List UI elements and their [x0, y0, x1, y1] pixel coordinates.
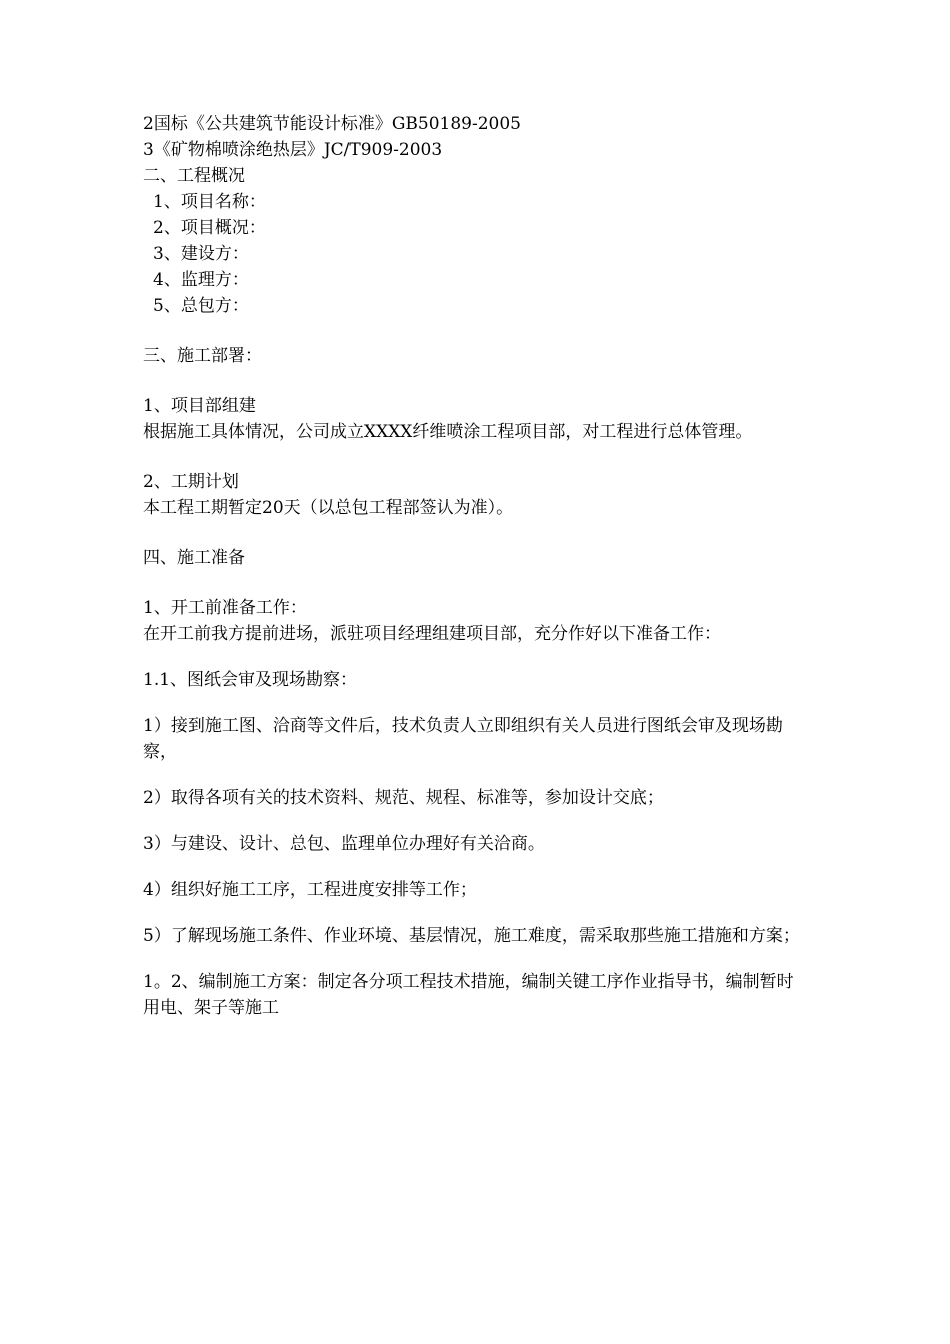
supervisor-item: 4、监理方： [153, 270, 249, 290]
preparation-text: 在开工前我方提前进场，派驻项目经理组建项目部，充分作好以下准备工作： [143, 624, 721, 644]
preparation-heading: 1、开工前准备工作： [143, 598, 307, 618]
general-contractor-item: 5、总包方： [153, 296, 249, 316]
schedule-heading: 2、工期计划 [143, 472, 239, 492]
document-page [143, 111, 803, 1021]
point-2: 2）取得各项有关的技术资料、规范、规程、标准等，参加设计交底； [143, 788, 664, 808]
construction-plan-text: 1。2、编制施工方案：制定各分项工程技术措施，编制关键工序作业指导书，编制暂时用电、架子等施工 [143, 972, 794, 1018]
section-2-heading: 二、工程概况 [143, 166, 245, 186]
project-team-heading: 1、项目部组建 [143, 396, 256, 416]
section-4-heading: 四、施工准备 [143, 548, 245, 568]
project-name-item: 1、项目名称： [153, 192, 266, 212]
project-overview-item: 2、项目概况： [153, 218, 266, 238]
point-5: 5）了解现场施工条件、作业环境、基层情况，施工难度，需采取那些施工措施和方案； [143, 926, 800, 946]
drawing-review-heading: 1.1、图纸会审及现场勘察： [143, 670, 358, 690]
reference-3: 3《矿物棉喷涂绝热层》JC/T909-2003 [143, 140, 443, 160]
schedule-text: 本工程工期暂定20天（以总包工程部签认为准）。 [143, 498, 514, 518]
point-4: 4）组织好施工工序，工程进度安排等工作； [143, 880, 477, 900]
reference-2: 2国标《公共建筑节能设计标准》GB50189-2005 [143, 114, 521, 134]
point-1: 1）接到施工图、洽商等文件后，技术负责人立即组织有关人员进行图纸会审及现场勘察， [143, 716, 783, 762]
point-3: 3）与建设、设计、总包、监理单位办理好有关洽商。 [143, 834, 545, 854]
owner-item: 3、建设方： [153, 244, 249, 264]
project-team-text: 根据施工具体情况，公司成立XXXX纤维喷涂工程项目部，对工程进行总体管理。 [143, 422, 753, 442]
section-3-heading: 三、施工部署： [143, 346, 262, 366]
